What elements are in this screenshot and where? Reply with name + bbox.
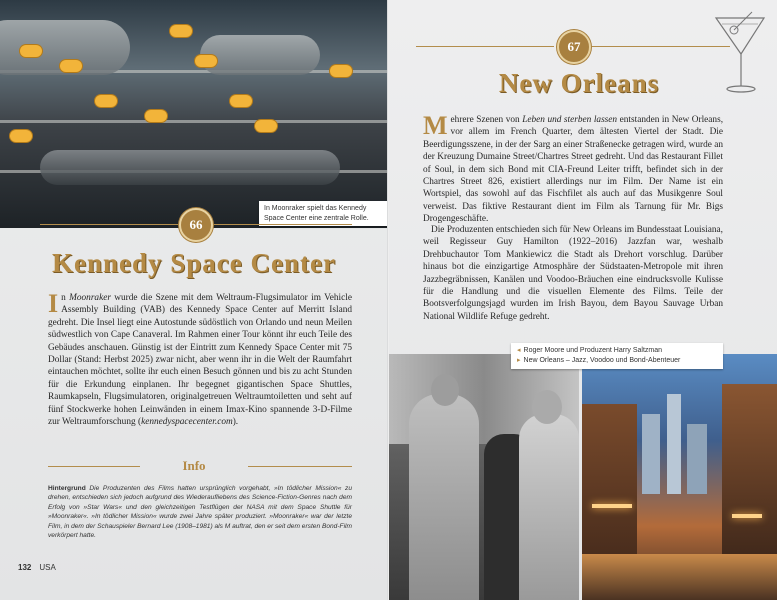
new-orleans-street-photo — [582, 354, 777, 600]
photo-caption-right — [511, 343, 723, 369]
chapter-badge: 66 — [179, 208, 213, 242]
photo-caption: In Moonraker spielt das Kennedy Space Center eine zentrale Rolle. — [259, 201, 388, 226]
caption-item: ◂ Roger Moore und Produzent Harry Saltzman — [517, 347, 663, 354]
folio — [18, 563, 56, 572]
divider — [214, 224, 352, 225]
info-text: Hintergrund Die Produzenten des Films hatten ursprünglich vorgehabt, »In tödlicher Mission« zu drehen, entschieden sich jedoch aufgrund des Wiederaufliebens des Science-Fiction-Genres nach dem Erfolg von »Star Wars« und den gleichzeitigen Testflügen der NASA mit dem Space Shuttle für »Moonraker«. »In tödlicher Mission« wurde zwei Jahre später produziert. »Moonraker« war der letzte Film, in dem der Schauspieler Bernard Lee (1908–1981) als M auftrat, den er seit dem ersten Bond-Film verkörpert hatte. — [48, 485, 352, 540]
arrow-right-icon: ▸ — [517, 357, 521, 364]
moonraker-photo — [0, 0, 388, 228]
left-page — [0, 0, 388, 600]
divider — [248, 466, 352, 467]
info-title: Info — [182, 458, 206, 473]
divider — [40, 224, 178, 225]
caption-item: ▸ New Orleans – Jazz, Voodoo und Bond-Abenteuer — [517, 357, 681, 364]
body-text: Mehrere Szenen von Leben und sterben lassen entstanden in New Orleans, vor allem im French Quarter, dem ältesten Viertel der Stadt. Die Beerdigungsszene, in der der Sarg an einer Straßenecke getragen wird, wurde an der Kreuzung Dumaine Street/Chartres Street gedreht. Und das Restaurant Fillet of Soul, in dem sich Bond mit CIA-Freund Leiter trifft, befindet sich in der Chartres Street 826, existiert allerdings nur im Film. Der Name ist ein Wortspiel, das sowohl auf das Fischfilet als auch auf das Musikgenre Soul verweist. Das fiktive Restaurant dient im Film als Tarnung für Mr. Bigs Drogengeschäfte. — [423, 111, 724, 225]
drop-cap: I — [48, 289, 59, 318]
divider — [48, 466, 140, 467]
page-number: 132 — [18, 563, 32, 572]
page-title: Kennedy Space Center — [52, 248, 336, 278]
drop-cap: M — [423, 111, 448, 140]
arrow-left-icon: ◂ — [517, 347, 521, 354]
moore-saltzman-photo — [389, 354, 579, 600]
body-text-2: Die Produzenten entschieden sich für New Orleans im Bundesstaat Louisiana, weil Regisseur Guy Hamilton (1922–2016) Jazzfan war, weshalb Drehbuchautor Tom Mankiewicz die Stadt als Drehort vorschlug. Darüber hinaus bot die einzigartige Atmosphäre der Südstaaten-Metropole mit ihren Jazzbegräbnissen, Kanälen und Voodoo-Bräuchen eine eindrucksvolle Kulisse für die Handlung und die visuellen Elemente des Films. Teile der Bootsverfolgungsjagd wurden im Irish Bayou, dem Bayou Sauvage Urban National Wildlife Refuge gedreht. — [423, 225, 723, 322]
martini-glass-icon — [712, 10, 768, 95]
chapter-badge: 67 — [557, 30, 591, 64]
body-text: In Moonraker wurde die Szene mit dem Weltraum-Flugsimulator im Vehicle Assembly Building (VAB) des Kennedy Space Center auf Merritt Island gedreht. Die Insel liegt eine Autostunde südöstlich von Orlando und neun Meilen südwestlich von Cape Canaveral. Im Rahmen einer Tour könnt ihr euch Teile des Gebäudes anschauen. Günstig ist der Eintritt zum Kennedy Space Center mit 75 Dollar (Stand: Herbst 2025) zwar nicht, aber wenn ihr in die Welt der Raumfahrt eintauchen möchtet, sollte ihr euch einen Besuch gönnen und bis zu acht Stunden für die Erkundung einplanen. Ihr begegnet gigantischen Space Shuttles, Raumkapseln, Flugsimulatoren, originalgetreuen Weltraumtoiletten und seht auf fünf Stockwerke hohen Leinwänden in einem Imax-Kino spannende 3-D-Filme zur Weltraumforschung (kennedyspacecenter.com). — [48, 289, 352, 428]
divider — [416, 46, 554, 47]
divider — [592, 46, 730, 47]
section-label: USA — [39, 563, 56, 572]
page-title: New Orleans — [498, 68, 660, 98]
